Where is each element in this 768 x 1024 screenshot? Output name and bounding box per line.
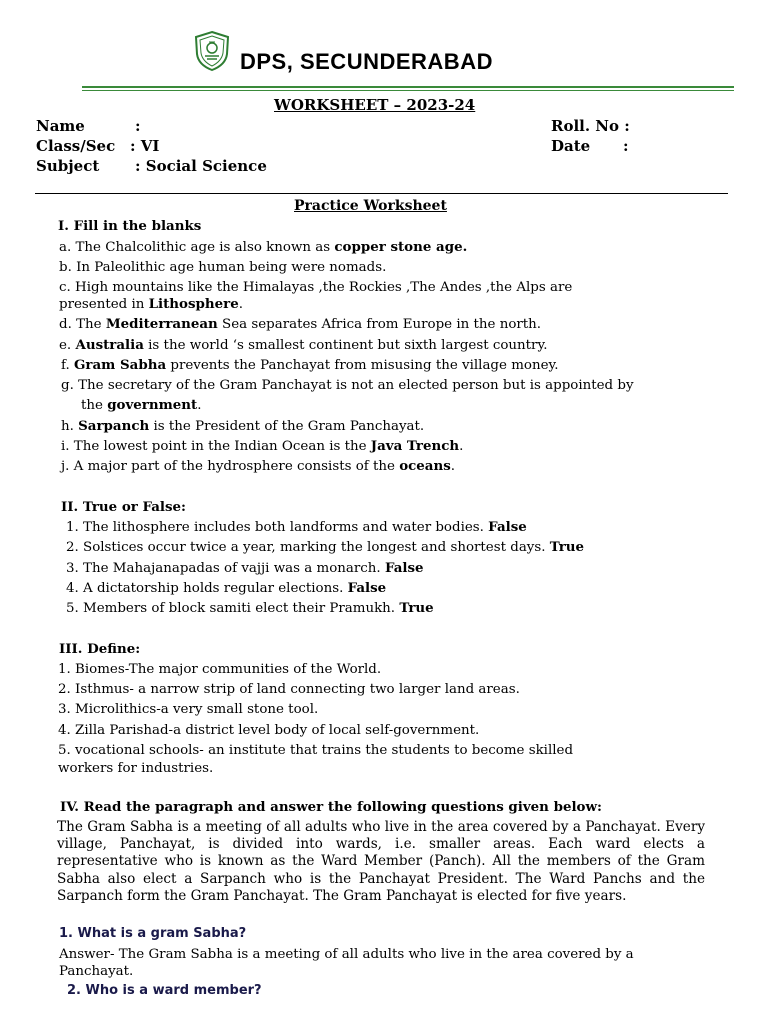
answer-1-line1: Answer- The Gram Sabha is a meeting of all adults who live in the area covered by a xyxy=(59,947,634,962)
fill-item: the government. xyxy=(81,397,202,413)
fill-item: h. Sarpanch is the President of the Gram Panchayat. xyxy=(61,418,425,434)
practice-title: Practice Worksheet xyxy=(294,198,447,214)
fill-item: f. Gram Sabha prevents the Panchayat from misusing the village money. xyxy=(61,357,559,373)
roll-label: Roll. No : xyxy=(551,117,630,135)
worksheet-title: WORKSHEET – 2023-24 xyxy=(274,96,476,114)
fill-item: c. High mountains like the Himalayas ,the Rockies ,The Andes ,the Alps are xyxy=(59,280,573,295)
header-rule-top xyxy=(82,86,734,88)
tf-item: 4. A dictatorship holds regular elections. False xyxy=(66,580,387,596)
section2-heading: II. True or False: xyxy=(61,499,186,515)
subject-value: : Social Science xyxy=(135,157,267,175)
tf-item: 3. The Mahajanapadas of vajji was a monarch. False xyxy=(66,560,424,576)
question-2: 2. Who is a ward member? xyxy=(67,983,262,998)
section1-heading: I. Fill in the blanks xyxy=(58,218,202,234)
header-divider xyxy=(35,193,728,194)
tf-item: 5. Members of block samiti elect their Pramukh. True xyxy=(66,600,434,616)
fill-item: b. In Paleolithic age human being were nomads. xyxy=(59,260,387,275)
date-label: Date xyxy=(551,137,591,155)
comprehension-paragraph: The Gram Sabha is a meeting of all adults who live in the area covered by a Panchayat. Every village, Panchayat, is divided into wards, i.e. smaller areas. Each ward elects a representative who is known as the Ward Member (Panch). All the members of the Gram Sabha also elect a Sarpanch who is the Panchayat President. The Ward Panchs and the Sarpanch form the Gram Panchayat. The Gram Panchayat is elected for five years. xyxy=(57,819,705,904)
tf-item: 1. The lithosphere includes both landforms and water bodies. False xyxy=(66,519,527,535)
fill-item: presented in Lithosphere. xyxy=(59,296,243,312)
date-colon: : xyxy=(623,137,629,155)
fill-item: d. The Mediterranean Sea separates Africa from Europe in the north. xyxy=(59,316,542,332)
define-item: 1. Biomes-The major communities of the World. xyxy=(58,662,382,677)
header-rule-bottom xyxy=(82,90,734,91)
section3-heading: III. Define: xyxy=(59,641,141,657)
define-item: 4. Zilla Parishad-a district level body of local self-government. xyxy=(58,723,480,738)
name-label: Name xyxy=(36,117,85,135)
tf-item: 2. Solstices occur twice a year, marking the longest and shortest days. True xyxy=(66,539,585,555)
class-value: : VI xyxy=(130,137,160,155)
fill-item: e. Australia is the world ‘s smallest continent but sixth largest country. xyxy=(59,337,548,353)
fill-item: g. The secretary of the Gram Panchayat is not an elected person but is appointed by xyxy=(61,378,634,393)
fill-item: j. A major part of the hydrosphere consists of the oceans. xyxy=(61,458,456,474)
name-colon: : xyxy=(135,117,141,135)
section4-heading: IV. Read the paragraph and answer the following questions given below: xyxy=(60,799,602,815)
define-item: 2. Isthmus- a narrow strip of land connecting two larger land areas. xyxy=(58,682,520,697)
define-item: 5. vocational schools- an institute that trains the students to become skilled xyxy=(58,743,574,758)
answer-1-line2: Panchayat. xyxy=(59,964,134,979)
school-logo xyxy=(193,30,231,72)
define-item: workers for industries. xyxy=(58,761,214,776)
fill-item: a. The Chalcolithic age is also known as copper stone age. xyxy=(59,239,468,255)
school-name: DPS, SECUNDERABAD xyxy=(240,49,493,74)
class-label: Class/Sec xyxy=(36,137,116,155)
fill-item: i. The lowest point in the Indian Ocean is the Java Trench. xyxy=(61,438,464,454)
subject-label: Subject xyxy=(36,157,100,175)
question-1: 1. What is a gram Sabha? xyxy=(59,926,247,941)
define-item: 3. Microlithics-a very small stone tool. xyxy=(58,702,319,717)
